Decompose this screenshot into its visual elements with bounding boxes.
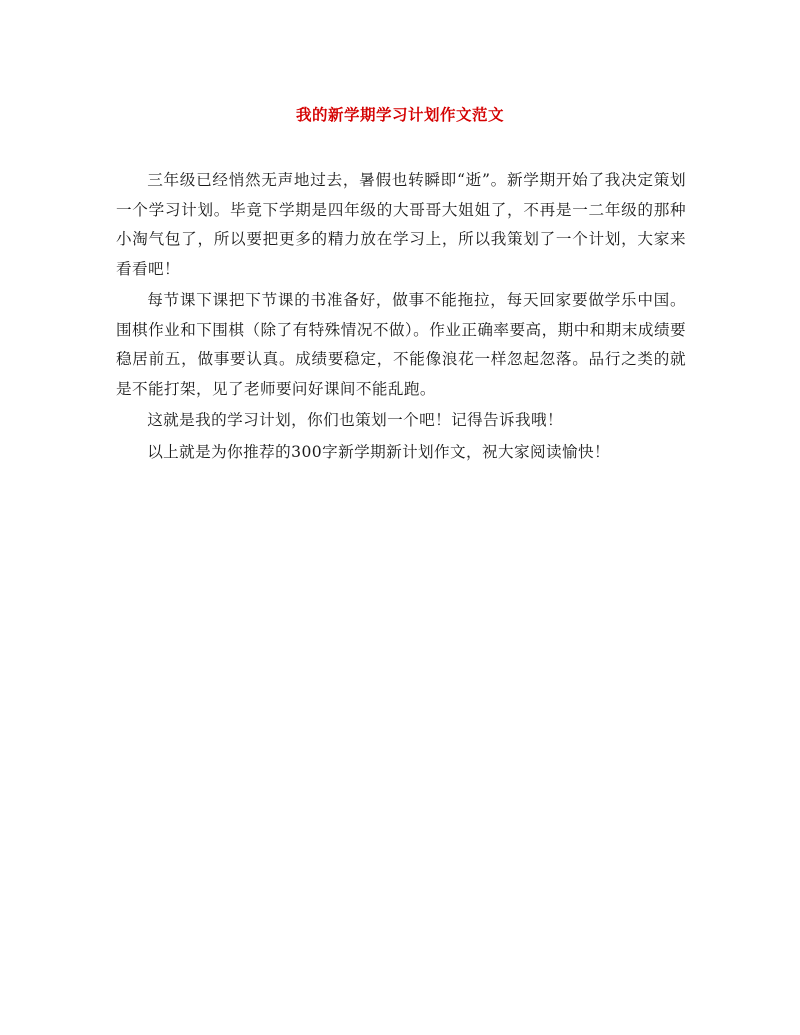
paragraph-closing-note: 以上就是为你推荐的300字新学期新计划作文，祝大家阅读愉快！ bbox=[147, 442, 610, 461]
paragraph-plan-details: 每节课下课把下节课的书准备好，做事不能拖拉，每天回家要做学乐中国。围棋作业和下围棋（除了有特殊情况不做）。作业正确率要高，期中和期末成绩要稳居前五，做事要认真。成绩要稳定，不能像浪花一样忽起忽落。品行之类的就是不能打架，见了老师要问好课间不能乱跑。 bbox=[116, 291, 686, 398]
document-body bbox=[116, 166, 686, 469]
paragraph-conclusion: 这就是我的学习计划，你们也策划一个吧！记得告诉我哦！ bbox=[147, 411, 564, 429]
document-title: 我的新学期学习计划作文范文 bbox=[295, 105, 504, 124]
paragraph-intro: 三年级已经悄然无声地过去，暑假也转瞬即“逝”。新学期开始了我决定策划一个学习计划。毕竟下学期是四年级的大哥哥大姐姐了，不再是一二年级的那种小淘气包了，所以要把更多的精力放在学习上，所以我策划了一个计划，大家来看看吧！ bbox=[116, 171, 686, 278]
